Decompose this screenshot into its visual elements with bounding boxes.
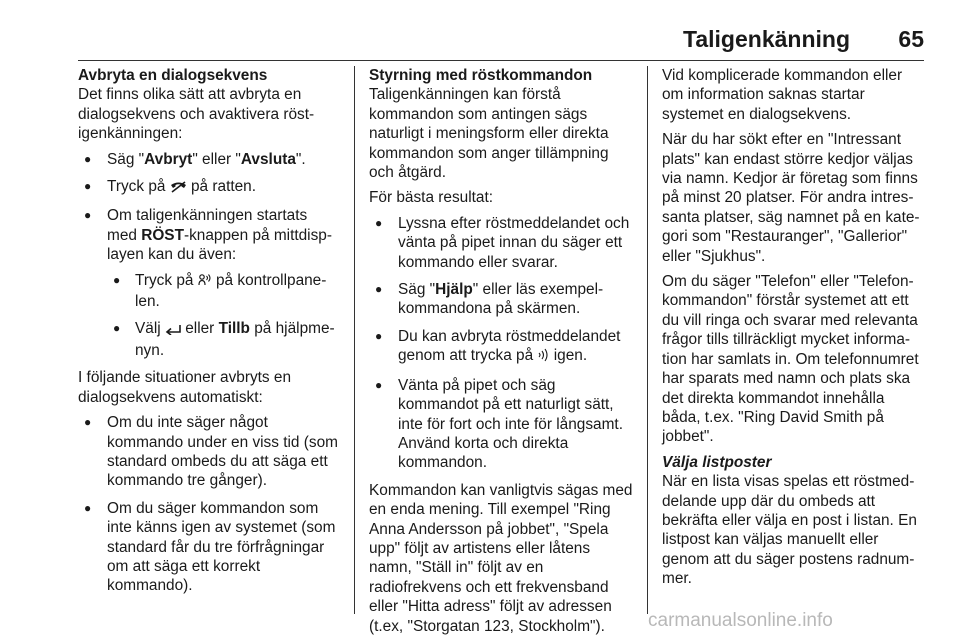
bullet-list [369,214,633,473]
column-1 [78,66,340,604]
list-item: ● Lyssna efter röstmeddelandet och vänta på pipet innan du säger ett kommando eller svarar. [369,214,633,272]
section-heading-list-items: Välja listposter [662,453,772,471]
back-arrow-icon [165,321,181,340]
paragraph: För bästa resultat: [369,189,494,207]
bullet-list [78,413,340,596]
keyword: Tillb [218,320,250,338]
list-item: ● Om du säger kommandon som inte känns igen av systemet (som standard får du tre förfrågningar om att säga ett korrekt kommando). [78,499,340,596]
text: eller [180,320,219,338]
text: Välj [135,320,165,338]
list-item [107,319,340,360]
text: Tryck på [107,178,170,196]
paragraph: Vid komplicerade kommandon eller om information saknas startar systemet en dialogsekvens. [662,67,903,123]
voice-button-icon [537,348,549,367]
paragraph: Om du säger "Telefon" eller "Telefon-kommandon" förstår systemet att ett du vill ringa och svarar med relevanta frågor tills tillräckligt mycket informa-tion har samlats in. Om telefonnumret har sparats med namn och plats ska det direkta kommandot innehålla båda, t.ex. "Ring David Smith på jobbet". [662,273,919,446]
list-item [78,177,340,198]
column-2 [369,66,633,642]
text: på kontrollpane-len. [135,271,327,311]
keyword: RÖST [141,226,184,244]
bullet-list [78,150,340,361]
voice-control-icon [198,273,212,292]
text: igen. [549,347,588,365]
list-item [369,280,633,319]
column-divider-1 [354,66,355,614]
text: Du kan avbryta röstmeddelandet genom att trycka på [398,327,621,365]
paragraph: Taligenkänningen kan förstå kommandon som antingen sägs naturligt i meningsform eller direkta kommandon som anger tillämpning och åtgärd. [369,86,609,182]
column-3 [662,66,926,595]
text: Säg " [107,150,145,168]
text: Säg " [398,281,436,299]
paragraph: När en lista visas spelas ett röstmed-delande upp där du ombeds att bekräfta eller välja en post i listan. En listpost kan väljas manuellt eller genom att du säger postens radnum-mer. [662,473,917,588]
keyword: Avbryt [144,150,193,168]
list-item [78,150,340,169]
text: -knappen på mittdisp-layen kan du även: [107,226,332,264]
paragraph: Det finns olika sätt att avbryta en dialogsekvens och avaktivera röst-igenkänningen: [78,86,315,143]
page-header [0,20,960,60]
list-item: ● Om du inte säger något kommando under en viss tid (som standard ombeds du att säga ett kommando tre gånger). [78,413,340,491]
keyword: Hjälp [435,281,473,299]
list-item: ● Vänta på pipet och säg kommandot på ett naturligt sätt, inte för fort och inte för långsamt. Använd korta och direkta kommandon. [369,376,633,473]
text: " eller läs exempel-kommandona på skärmen. [398,281,604,318]
section-heading-voice-commands: Styrning med röstkommandon [369,67,593,84]
watermark: carmanualsonline.info [648,610,833,631]
text: på hjälpme-nyn. [135,320,335,359]
text: ". [295,150,306,168]
header-rule [78,60,924,61]
text: Tryck på [135,271,198,289]
page-number: 65 [898,26,924,52]
paragraph: När du har sökt efter en "Intressant plats" kan endast större kedjor väljas via namn. Kedjor är företag som finns på minst 20 platser. För andra intres-santa platser, säg namnet på en kate-gori som "Restauranger", "Gallerior" eller "Sjukhus". [662,131,920,265]
hang-up-icon [170,179,187,198]
column-divider-2 [647,66,648,614]
paragraph: I följande situationer avbryts en dialogsekvens automatiskt: [78,369,292,406]
text: " eller " [192,150,241,168]
list-item [369,327,633,368]
list-item [107,271,340,312]
sub-bullet-list [107,271,340,361]
section-heading-cancel: Avbryta en dialogsekvens [78,67,268,84]
paragraph: Kommandon kan vanligtvis sägas med en enda mening. Till exempel "Ring Anna Andersson på jobbet", "Spela upp" följt av artistens eller låtens namn, "Ställ in" följt av en radiofrekvens och ett frekvensband eller "Hitta adress" följt av adressen (t.ex, "Storgatan 123, Stockholm"). [369,481,633,635]
page-title: Taligenkänning [683,26,850,52]
keyword: Avsluta [240,150,296,168]
list-item [78,206,340,360]
text: Om taligenkänningen startats med [107,207,308,244]
text: på ratten. [186,178,257,196]
